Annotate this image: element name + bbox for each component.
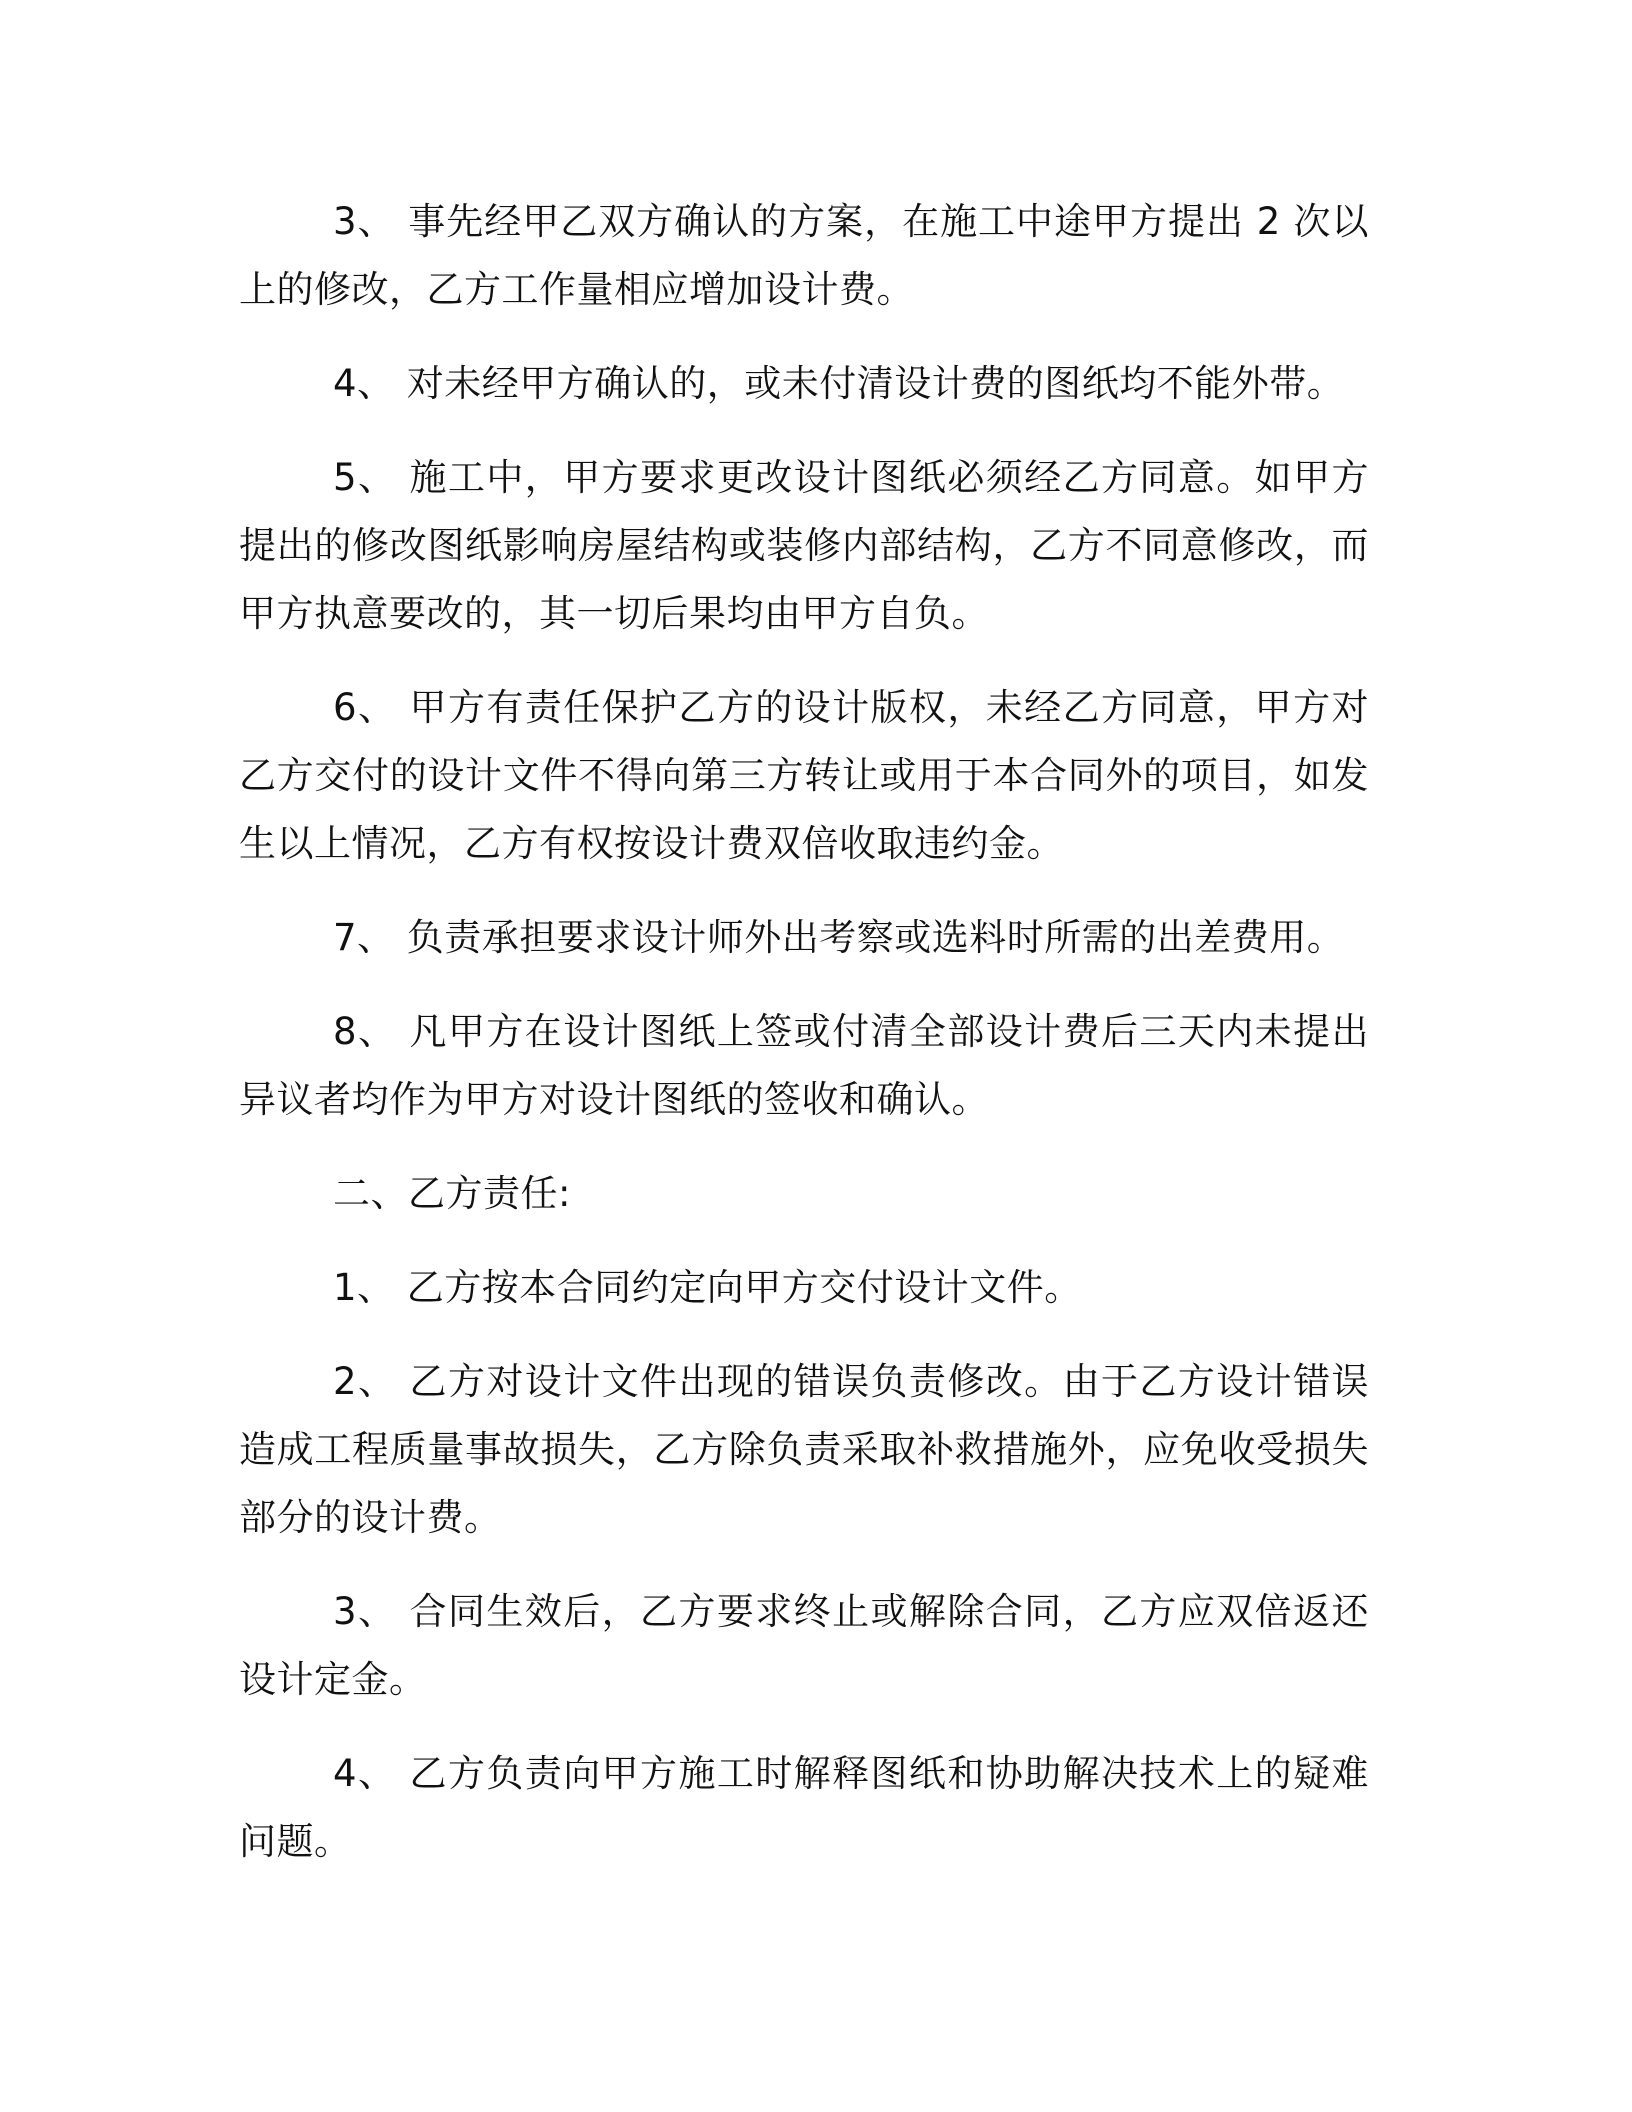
clause-paragraph-4: 4、 对未经甲方确认的，或未付清设计费的图纸均不能外带。 <box>333 362 1345 405</box>
party-b-clause-4: 4、 乙方负责向甲方施工时解释图纸和协助解决技术上的疑难问题。 <box>239 1752 1369 1863</box>
clause-paragraph-7: 7、 负责承担要求设计师外出考察或选料时所需的出差费用。 <box>333 916 1345 959</box>
clause-paragraph-5: 5、 施工中，甲方要求更改设计图纸必须经乙方同意。如甲方提出的修改图纸影响房屋结构或装修内部结构，乙方不同意修改，而甲方执意要改的，其一切后果均由甲方自负。 <box>239 456 1369 635</box>
clause-paragraph-3: 3、 事先经甲乙双方确认的方案，在施工中途甲方提出 2 次以上的修改，乙方工作量相应增加设计费。 <box>239 200 1369 311</box>
party-b-clause-1: 1、 乙方按本合同约定向甲方交付设计文件。 <box>333 1266 1082 1309</box>
clause-paragraph-8: 8、 凡甲方在设计图纸上签或付清全部设计费后三天内未提出异议者均作为甲方对设计图纸的签收和确认。 <box>239 1010 1369 1121</box>
section-heading-party-b: 二、乙方责任: <box>333 1172 571 1215</box>
party-b-clause-3: 3、 合同生效后，乙方要求终止或解除合同，乙方应双倍返还设计定金。 <box>239 1590 1369 1701</box>
document-body <box>239 188 1369 1902</box>
clause-paragraph-6: 6、 甲方有责任保护乙方的设计版权，未经乙方同意，甲方对乙方交付的设计文件不得向第三方转让或用于本合同外的项目，如发生以上情况，乙方有权按设计费双倍收取违约金。 <box>239 686 1369 865</box>
party-b-clause-2: 2、 乙方对设计文件出现的错误负责修改。由于乙方设计错误造成工程质量事故损失，乙方除负责采取补救措施外，应免收受损失部分的设计费。 <box>239 1360 1369 1539</box>
